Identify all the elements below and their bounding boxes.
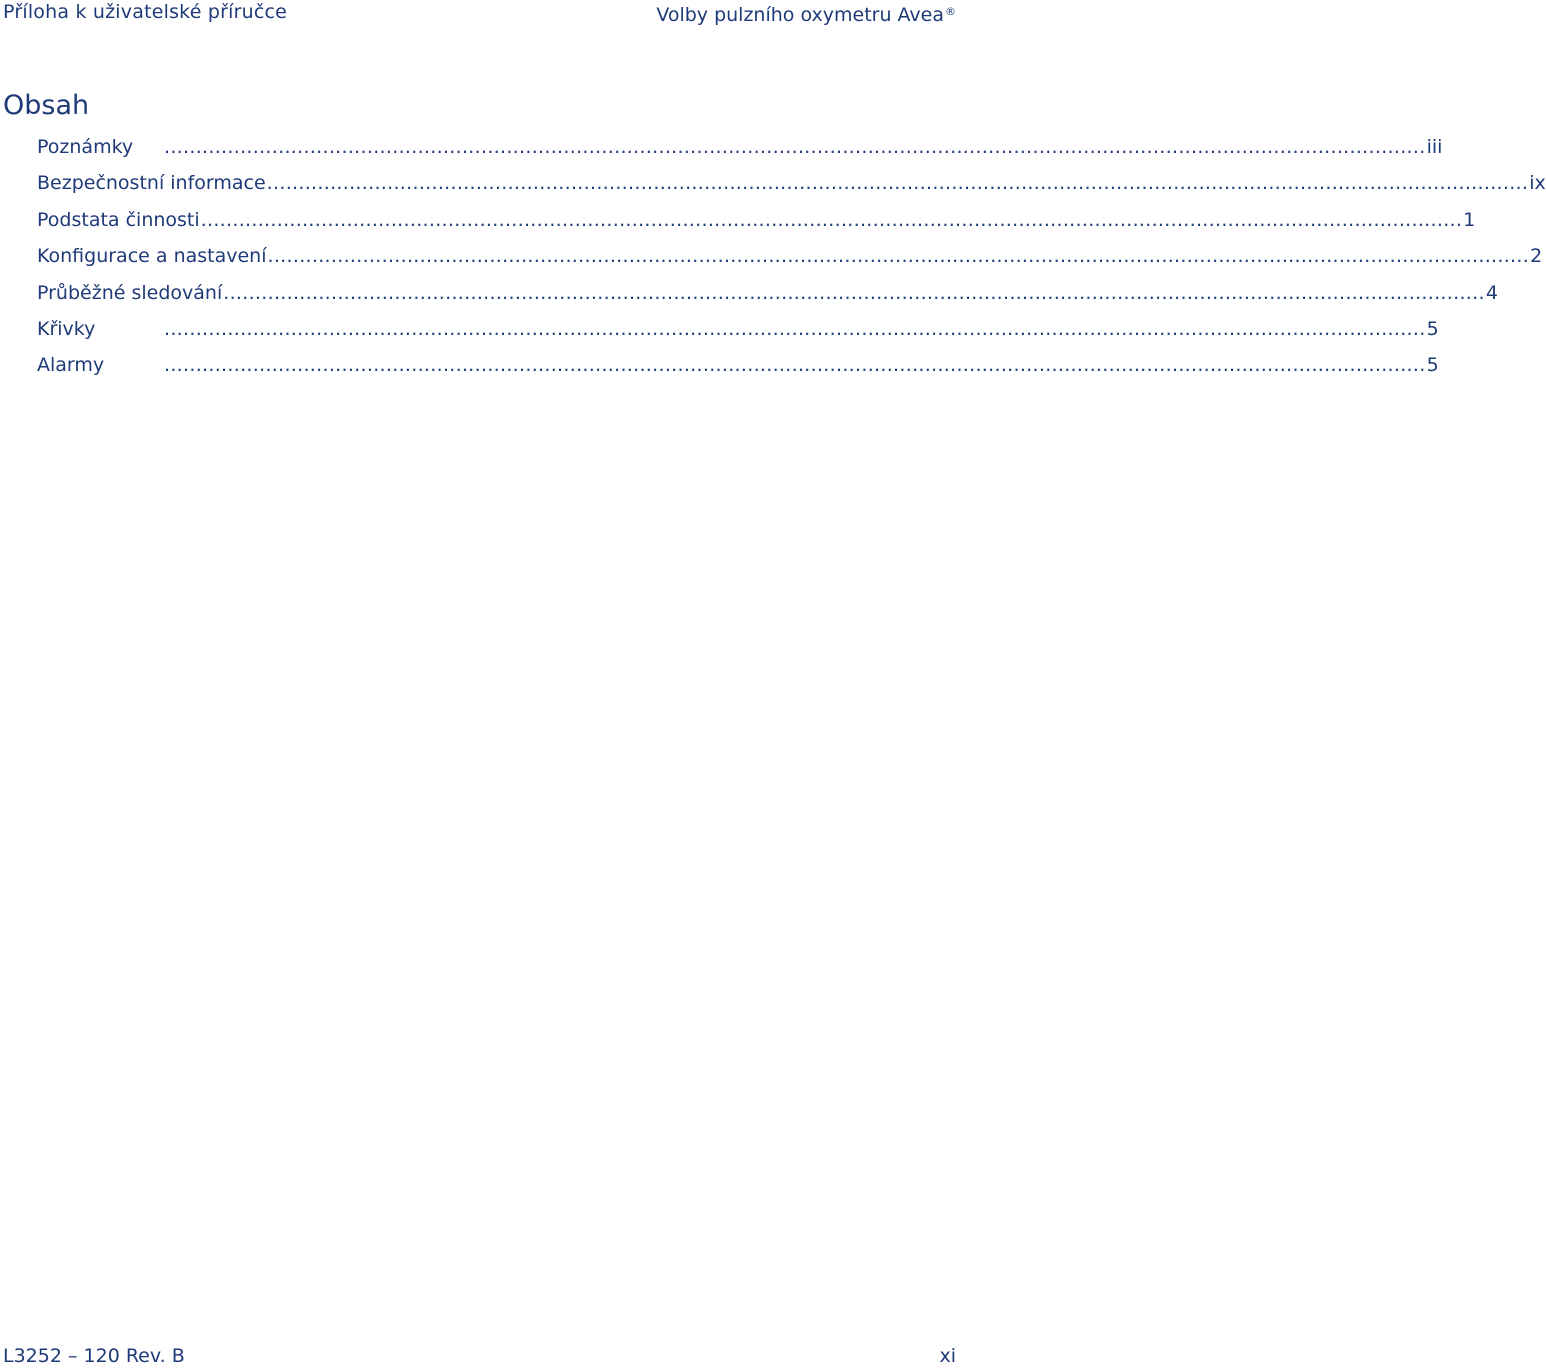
page-title: Obsah	[3, 90, 90, 121]
header-right-text: Volby pulzního oxymetru Avea	[656, 4, 944, 26]
toc-entry-page: 5	[1426, 354, 1439, 377]
table-of-contents	[37, 134, 1546, 389]
footer-document-id: L3252 – 120 Rev. B	[3, 1345, 185, 1367]
toc-entry-podstata-cinnosti[interactable]	[37, 207, 1476, 243]
toc-entry-label: Křivky	[37, 317, 96, 340]
toc-leader-dots: .......................................................................................................................................................................................................	[223, 281, 1485, 304]
toc-entry-bezpecnostni-informace[interactable]	[37, 170, 1546, 206]
toc-entry-krivky[interactable]	[37, 316, 1439, 352]
toc-entry-label: Průběžné sledování	[37, 281, 223, 304]
toc-entry-label: Konfigurace a nastavení	[37, 245, 267, 268]
toc-entry-konfigurace-a-nastaveni[interactable]	[37, 243, 1543, 279]
toc-entry-page: 2	[1530, 245, 1543, 268]
toc-entry-page: 1	[1463, 208, 1476, 231]
toc-entry-label: Alarmy	[37, 354, 105, 377]
header-left-title: Příloha k uživatelské příručce	[3, 1, 288, 23]
toc-entry-page: ix	[1529, 172, 1546, 195]
toc-entry-prubezne-sledovani[interactable]	[37, 280, 1498, 316]
toc-entry-page: 5	[1426, 317, 1439, 340]
toc-leader-dots: .......................................................................................................................................................................................................	[266, 172, 1529, 195]
toc-entry-alarmy[interactable]	[37, 352, 1439, 388]
registered-mark: ®	[945, 5, 956, 18]
toc-leader-dots: .......................................................................................................................................................................................................	[200, 208, 1463, 231]
toc-entry-label: Bezpečnostní informace	[37, 172, 266, 195]
toc-entry-poznamky[interactable]	[37, 134, 1443, 170]
footer-page-number: xi	[939, 1345, 956, 1367]
toc-leader-dots: .......................................................................................................................................................................................................	[164, 317, 1426, 340]
toc-leader-dots: .......................................................................................................................................................................................................	[164, 136, 1426, 158]
toc-entry-label: Podstata činnosti	[37, 208, 200, 231]
toc-entry-label: Poznámky	[37, 136, 134, 158]
toc-entry-page: 4	[1485, 281, 1498, 304]
toc-entry-page: iii	[1426, 136, 1443, 158]
toc-leader-dots: .......................................................................................................................................................................................................	[267, 245, 1530, 268]
toc-leader-dots: .......................................................................................................................................................................................................	[164, 354, 1426, 377]
header-right-title	[656, 0, 956, 27]
